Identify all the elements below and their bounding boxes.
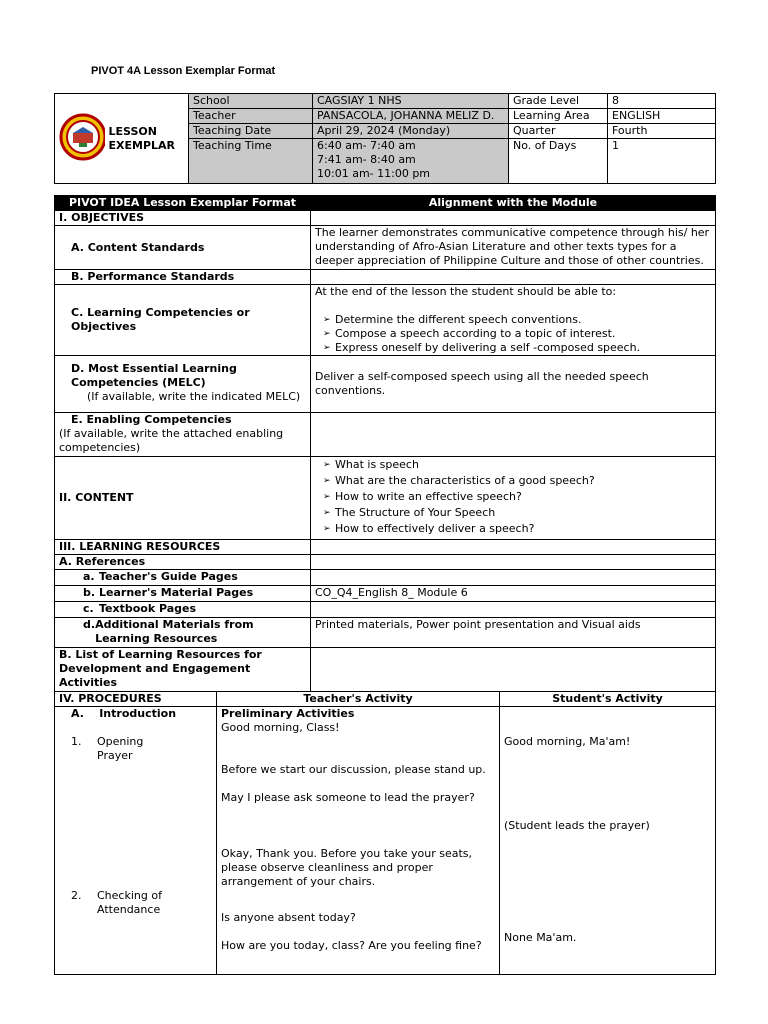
- lesson-plan-table: [54, 195, 716, 692]
- days-value: 1: [608, 139, 716, 184]
- time-slot: 7:41 am- 8:40 am: [317, 153, 416, 166]
- teaching-time-value: [313, 139, 509, 184]
- teacher-prayer-request: May I please ask someone to lead the prayer?: [221, 791, 475, 804]
- additional-materials-value: Printed materials, Power point presentation and Visual aids: [311, 618, 716, 648]
- exemplar-label: EXEMPLAR: [108, 138, 176, 152]
- teacher-label: Teacher: [189, 109, 313, 124]
- school-label: School: [189, 94, 313, 109]
- lesson-exemplar-label: [105, 94, 189, 184]
- step-checking-attendance: [59, 889, 212, 917]
- column-header-alignment: Alignment with the Module: [311, 196, 716, 211]
- grade-level-value: 8: [608, 94, 716, 109]
- objectives-heading: I. OBJECTIVES: [55, 211, 311, 226]
- quarter-value: Fourth: [608, 124, 716, 139]
- empty-cell: [311, 270, 716, 285]
- header-table: [54, 93, 716, 184]
- procedure-steps: [55, 707, 217, 975]
- time-slot: 10:01 am- 11:00 pm: [317, 167, 431, 180]
- learner-material-label: [55, 586, 311, 602]
- list-item: ➢ What is speech: [323, 457, 711, 473]
- empty-cell: [311, 602, 716, 618]
- preliminary-activities: Preliminary Activities: [221, 707, 355, 720]
- teacher-guide-label: [55, 570, 311, 586]
- document-title: PIVOT 4A Lesson Exemplar Format: [91, 65, 276, 77]
- teacher-thanks: Okay, Thank you. Before you take your seats, please observe cleanliness and proper arrangement of your chairs.: [221, 847, 473, 888]
- list-item: ➢ Determine the different speech conventions.: [323, 313, 711, 327]
- list-item: ➢ Compose a speech according to a topic of interest.: [323, 327, 711, 341]
- list-letter: d.: [83, 618, 96, 631]
- step-label: Opening Prayer: [97, 735, 144, 762]
- procedures-table: [54, 691, 716, 975]
- additional-materials-label: [55, 618, 311, 648]
- competencies-intro: At the end of the lesson the student should be able to:: [315, 285, 617, 298]
- melc-label-cell: [55, 356, 311, 413]
- enabling-label: E. Enabling Competencies: [71, 413, 232, 426]
- list-resources-label: B. List of Learning Resources for Development and Engagement Activities: [55, 648, 311, 692]
- enabling-label-cell: [55, 413, 311, 457]
- teaching-date-label: Teaching Date: [189, 124, 313, 139]
- list-letter: a.: [83, 570, 95, 583]
- student-prayer: (Student leads the prayer): [504, 819, 650, 832]
- teacher-stand-up: Before we start our discussion, please stand up.: [221, 763, 486, 776]
- melc-note: (If available, write the indicated MELC): [87, 390, 301, 403]
- list-item: ➢ How to effectively deliver a speech?: [323, 521, 711, 537]
- empty-cell: [311, 570, 716, 586]
- list-letter: c.: [83, 602, 94, 615]
- empty-cell: [311, 540, 716, 555]
- melc-label: D. Most Essential Learning Competencies (MELC): [71, 362, 237, 389]
- student-absent-answer: None Ma'am.: [504, 931, 577, 944]
- resources-heading: III. LEARNING RESOURCES: [55, 540, 311, 555]
- student-greeting: Good morning, Ma'am!: [504, 735, 631, 748]
- step-opening-prayer: [59, 735, 212, 763]
- step-number: 2.: [71, 889, 82, 902]
- teacher-guide-text: Teacher's Guide Pages: [99, 570, 238, 583]
- teacher-activity-header: Teacher's Activity: [217, 692, 500, 707]
- content-heading: II. CONTENT: [55, 457, 311, 540]
- competencies-list: [315, 313, 711, 355]
- empty-cell: [311, 555, 716, 570]
- step-label: Checking of Attendance: [97, 889, 162, 916]
- student-activity-header: Student's Activity: [500, 692, 716, 707]
- learning-area-label: Learning Area: [509, 109, 608, 124]
- competencies-value: [311, 285, 716, 356]
- teacher-value: PANSACOLA, JOHANNA MELIZ D.: [313, 109, 509, 124]
- textbook-pages-label: [55, 602, 311, 618]
- teacher-activity-cell: [217, 707, 500, 975]
- list-item: ➢ Express oneself by delivering a self -composed speech.: [323, 341, 711, 355]
- teacher-feeling-question: How are you today, class? Are you feeling fine?: [221, 939, 482, 952]
- performance-standards-label: B. Performance Standards: [55, 270, 311, 285]
- references-label: A. References: [55, 555, 311, 570]
- grade-level-label: Grade Level: [509, 94, 608, 109]
- content-standards-label: A. Content Standards: [55, 226, 311, 270]
- teacher-absent-question: Is anyone absent today?: [221, 911, 356, 924]
- content-value: [311, 457, 716, 540]
- school-value: CAGSIAY 1 NHS: [313, 94, 509, 109]
- teaching-time-label: Teaching Time: [189, 139, 313, 184]
- time-slot: 6:40 am- 7:40 am: [317, 139, 416, 152]
- teaching-date-value: April 29, 2024 (Monday): [313, 124, 509, 139]
- melc-value: Deliver a self-composed speech using all the needed speech conventions.: [311, 356, 716, 413]
- list-letter: b.: [83, 586, 96, 599]
- column-header-pivot: PIVOT IDEA Lesson Exemplar Format: [55, 196, 311, 211]
- list-item: ➢ The Structure of Your Speech: [323, 505, 711, 521]
- teacher-greeting: Good morning, Class!: [221, 721, 340, 734]
- step-number: 1.: [71, 735, 82, 748]
- school-seal-icon: [59, 113, 105, 161]
- empty-cell: [311, 211, 716, 226]
- student-activity-cell: [500, 707, 716, 975]
- quarter-label: Quarter: [509, 124, 608, 139]
- content-list: [315, 457, 711, 537]
- textbook-pages-text: Textbook Pages: [99, 602, 197, 615]
- list-item: ➢ How to write an effective speech?: [323, 489, 711, 505]
- additional-materials-text: Additional Materials from Learning Resources: [95, 618, 254, 645]
- content-standards-value: The learner demonstrates communicative competence through his/ her understanding of Afro-Asian Literature and other texts types for a deeper appreciation of Philippine Culture and those of other countries.: [311, 226, 716, 270]
- procedures-heading: IV. PROCEDURES: [55, 692, 217, 707]
- enabling-note: (If available, write the attached enabling competencies): [59, 427, 284, 454]
- learner-material-value: CO_Q4_English 8_ Module 6: [311, 586, 716, 602]
- lesson-label: LESSON: [108, 124, 157, 138]
- school-seal-cell: [55, 94, 105, 184]
- introduction-label: A. Introduction: [71, 707, 177, 720]
- empty-cell: [311, 648, 716, 692]
- list-item: ➢ What are the characteristics of a good speech?: [323, 473, 711, 489]
- learning-area-value: ENGLISH: [608, 109, 716, 124]
- empty-cell: [311, 413, 716, 457]
- learner-material-text: Learner's Material Pages: [99, 586, 254, 599]
- competencies-label: C. Learning Competencies or Objectives: [55, 285, 311, 356]
- days-label: No. of Days: [509, 139, 608, 184]
